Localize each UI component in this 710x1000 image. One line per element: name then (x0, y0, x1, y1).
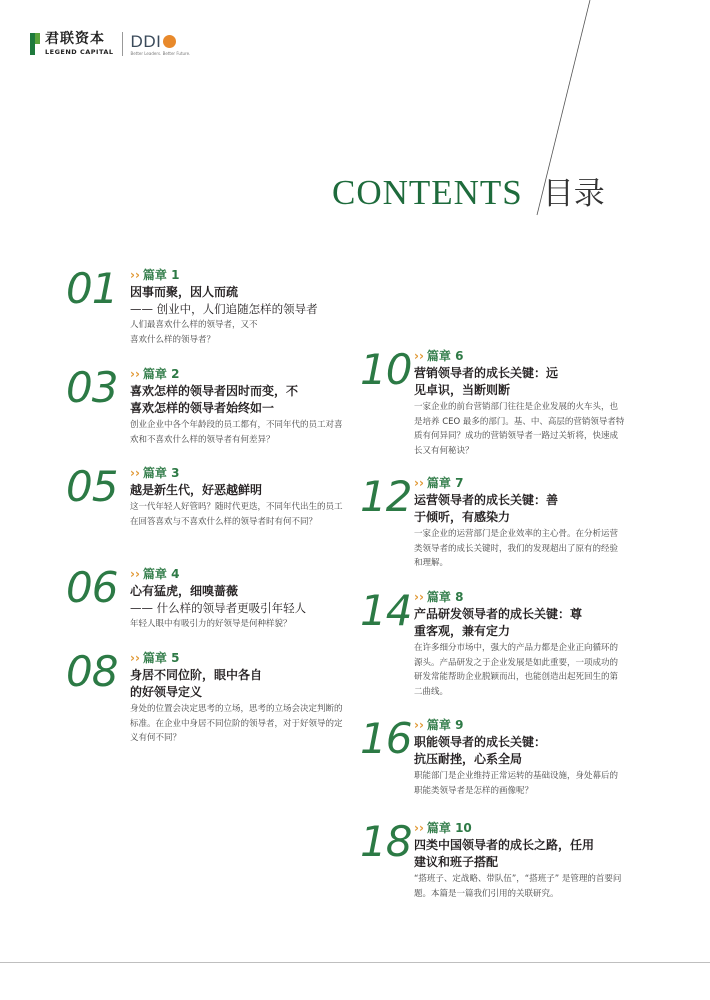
page-number: 14 (360, 586, 412, 635)
chapter-label: ›› 篇章 2 (130, 367, 180, 381)
ddi-logo-text: DDI (130, 31, 162, 51)
page-number: 03 (66, 363, 118, 412)
page-number: 05 (66, 462, 118, 511)
ddi-tagline: Better Leaders. Better Future. (130, 50, 191, 56)
chevron-right-icon: ›› (130, 651, 140, 665)
page-number: 18 (360, 817, 412, 866)
chapter-title: 因事而聚，因人而疏 (130, 285, 239, 299)
chevron-right-icon: ›› (414, 590, 424, 604)
chevron-right-icon: ›› (130, 466, 140, 480)
chapter-description: 一家企业的前台营销部门往往是企业发展的火车头，也是培养 CEO 最多的部门。基、中、高层的营销领导者特质有何异同？成功的营销领导者一路过关斩将，快速成长又有何秘诀？ (414, 402, 625, 456)
chevron-right-icon: ›› (130, 268, 140, 282)
page-number: 12 (360, 472, 412, 521)
chevron-right-icon: ›› (130, 567, 140, 581)
chapter-label: ›› 篇章 1 (130, 268, 180, 282)
page-number: 10 (360, 345, 412, 394)
chapter-label: ›› 篇章 10 (414, 821, 472, 835)
chapter-label: ›› 篇章 6 (414, 349, 464, 363)
chapter-label: ›› 篇章 5 (130, 651, 180, 665)
chevron-right-icon: ›› (414, 718, 424, 732)
chapter-label: ›› 篇章 7 (414, 476, 464, 490)
chapter-title: 喜欢怎样的领导者因时而变，不喜欢怎样的领导者始终如一 (130, 384, 299, 415)
chapter-title: 营销领导者的成长关键：远见卓识，当断则断 (414, 366, 559, 397)
chevron-right-icon: ›› (130, 367, 140, 381)
chevron-right-icon: ›› (414, 349, 424, 363)
legend-logo-cn: 君联资本 (45, 31, 105, 48)
chapter-description: 职能部门是企业维持正常运转的基础设施，身处幕后的职能类领导者是怎样的画像呢？ (414, 771, 619, 796)
page-number: 16 (360, 714, 412, 763)
contents-heading (332, 168, 605, 213)
legend-logo-en: LEGEND CAPITAL (45, 48, 114, 57)
chapter-description: 身处的位置会决定思考的立场，思考的立场会决定判断的标准。在企业中身居不同位阶的领导者，对于好领导的定义有何不同？ (130, 704, 343, 743)
contents-title-en: CONTENTS (332, 173, 523, 212)
chapter-description: “搭班子、定战略、带队伍”，“搭班子” 是管理的首要问题。本篇是一篇我们引用的关联研究。 (414, 874, 622, 899)
chapter-description: 年轻人眼中有吸引力的好领导是何种样貌？ (130, 619, 292, 629)
contents-title-cn: 目录 (542, 176, 605, 212)
chapter-title: 运营领导者的成长关键：善于倾听，有感染力 (414, 493, 559, 524)
chapter-label: ›› 篇章 4 (130, 567, 180, 581)
chapter-description: 创业企业中各个年龄段的员工都有，不同年代的员工对喜欢和不喜欢什么样的领导者有何差异？ (130, 420, 343, 445)
chapter-title: 产品研发领导者的成长关键：尊重客观，兼有定力 (414, 607, 583, 638)
chapter-description: 人们最喜欢什么样的领导者，又不喜欢什么样的领导者？ (130, 320, 258, 345)
chapter-subtitle: —— 什么样的领导者更吸引年轻人 (130, 601, 307, 615)
chevron-right-icon: ›› (414, 476, 424, 490)
page-number: 08 (66, 647, 118, 696)
chapter-label: ›› 篇章 9 (414, 718, 464, 732)
chapter-title: 心有猛虎，细嗅蔷薇 (130, 584, 239, 598)
chapter-title: 越是新生代，好恶越鲜明 (130, 483, 263, 497)
chapter-title: 身居不同位阶，眼中各自的好领导定义 (130, 668, 263, 699)
chapter-description: 这一代年轻人好管吗？随时代更迭，不同年代出生的员工在回答喜欢与不喜欢什么样的领导者时有何不同？ (130, 502, 343, 527)
chapter-title: 四类中国领导者的成长之路，任用建议和班子搭配 (414, 838, 595, 869)
chapter-subtitle: —— 创业中，人们追随怎样的领导者 (130, 302, 318, 316)
footer-divider (0, 962, 710, 963)
chevron-right-icon: ›› (414, 821, 424, 835)
chapter-label: ›› 篇章 3 (130, 466, 180, 480)
chapter-label: ›› 篇章 8 (414, 590, 464, 604)
chapter-description: 一家企业的运营部门是企业效率的主心骨。在分析运营类领导者的成长关键时，我们的发现超出了原有的经验和理解。 (414, 529, 619, 568)
chapter-description: 在许多细分市场中，强大的产品力都是企业正向循环的源头。产品研发之于企业发展是如此重要，一项成功的研发常能帮助企业脱颖而出，也能创造出起死回生的第二曲线。 (414, 643, 619, 697)
page-number: 01 (66, 264, 118, 313)
page-number: 06 (66, 563, 118, 612)
chapter-title: 职能领导者的成长关键：抗压耐挫，心系全局 (414, 735, 547, 766)
